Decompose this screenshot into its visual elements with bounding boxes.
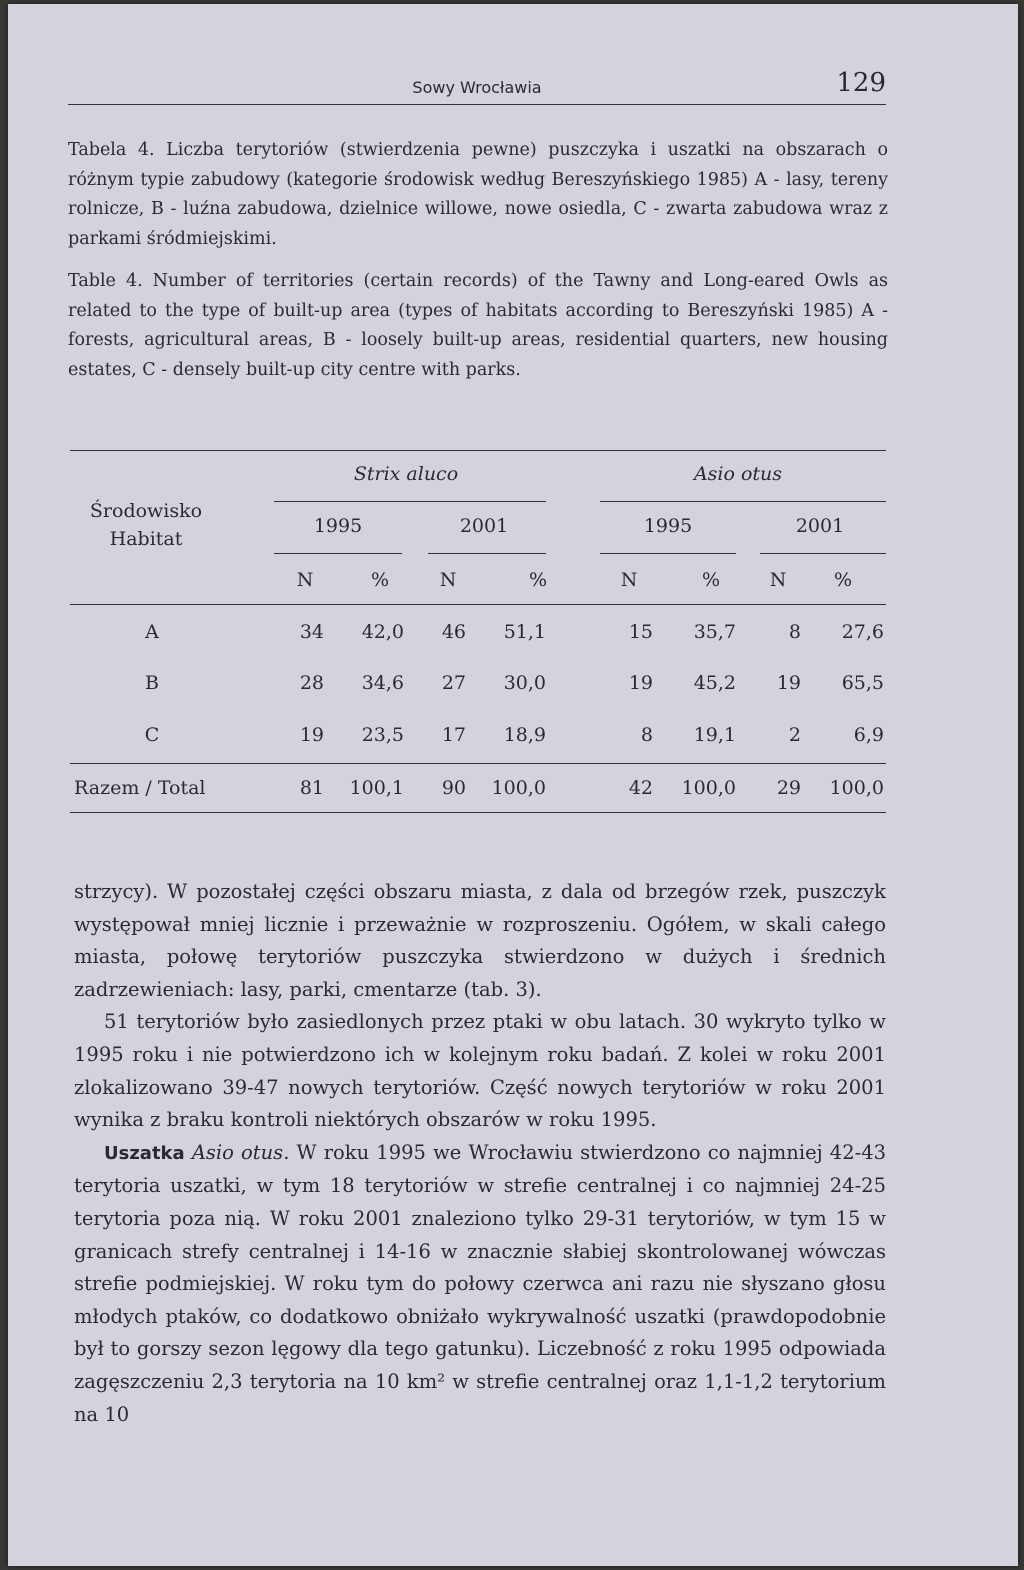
table-cell: 2 <box>788 724 801 746</box>
total-cell: 100,0 <box>681 777 736 799</box>
total-cell: 100,1 <box>349 777 404 799</box>
total-top-rule <box>70 763 886 764</box>
year-rule-2 <box>428 553 546 554</box>
subheader-percent: % <box>833 569 853 591</box>
table-cell: 34,6 <box>361 672 404 694</box>
table-cell: 17 <box>441 724 466 746</box>
subheader-n: N <box>769 569 787 591</box>
paragraph-1: strzycy). W pozostałej części obszaru miasta, z dala od brzegów rzek, puszczyk występował mniej licznie i przeważnie w rozproszeniu. Ogółem, w skali całego miasta, połowę terytoriów puszczyka stwierdzono w dużych i średnich zadrzewieniach: lasy, parki, cmentarze (tab. 3). <box>74 880 886 1001</box>
total-label: Razem / Total <box>74 777 206 799</box>
table-cell: 6,9 <box>853 724 884 746</box>
year-asio-1995: 1995 <box>643 515 693 537</box>
table-cell: 27 <box>441 672 466 694</box>
species-rule-asio <box>600 501 886 502</box>
page-number: 129 <box>836 68 886 98</box>
table-cell: 28 <box>299 672 324 694</box>
subheader-percent: % <box>701 569 721 591</box>
table-cell: 19 <box>776 672 801 694</box>
table-cell: 19 <box>628 672 653 694</box>
table-cell: 65,5 <box>841 672 884 694</box>
caption-en-text: Table 4. Number of territories (certain records) of the Tawny and Long-eared Owls as related to the type of built-up area (types of habitats according to Bereszyński 1985) A - forests, agricultural areas, B - loosely built-up areas, residential quarters, new housing estates, C - densely built-up city centre with parks. <box>68 271 888 380</box>
total-cell: 29 <box>776 777 801 799</box>
table-cell: 8 <box>788 621 801 643</box>
book-page <box>8 4 1018 1566</box>
year-rule-4 <box>760 553 886 554</box>
total-cell: 100,0 <box>829 777 884 799</box>
table-cell: 45,2 <box>693 672 736 694</box>
subheader-n: N <box>620 569 638 591</box>
table-cell: 30,0 <box>503 672 546 694</box>
species-heading: Uszatka <box>104 1142 185 1164</box>
table-cell: 23,5 <box>361 724 404 746</box>
total-cell: 100,0 <box>491 777 546 799</box>
species-strix-aluco: Strix aluco <box>353 463 459 485</box>
header-bottom-rule <box>70 604 886 605</box>
table-cell: 34 <box>299 621 324 643</box>
species-asio-otus: Asio otus <box>693 463 783 485</box>
table-cell: 46 <box>441 621 466 643</box>
year-rule-1 <box>274 553 402 554</box>
table-cell: 51,1 <box>503 621 546 643</box>
table-cell: 8 <box>640 724 653 746</box>
habitat-header-pl: Środowisko <box>89 500 203 522</box>
year-asio-2001: 2001 <box>795 515 845 537</box>
table-cell: 35,7 <box>693 621 736 643</box>
year-strix-2001: 2001 <box>459 515 509 537</box>
table-cell: 27,6 <box>841 621 884 643</box>
table-cell: 19 <box>299 724 324 746</box>
subheader-percent: % <box>370 569 390 591</box>
table-cell: 42,0 <box>361 621 404 643</box>
habitat-header-en: Habitat <box>109 528 183 550</box>
caption-pl-text: Tabela 4. Liczba terytoriów (stwierdzenia pewne) puszczyka i uszatki na obszarach o różnym typie zabudowy (kategorie środowisk według Bereszyńskiego 1985) A - lasy, tereny rolnicze, B - luźna zabudowa, dzielnice willowe, nowe osiedla, C - zwarta zabudowa wraz z parkami śródmiejskimi. <box>68 140 888 249</box>
species-rule-strix <box>274 501 546 502</box>
paragraph-2: 51 terytoriów było zasiedlonych przez ptaki w obu latach. 30 wykryto tylko w 1995 roku i nie potwierdzono ich w kolejnym roku badań. Z kolei w roku 2001 zlokalizowano 39-47 nowych terytoriów. Część nowych terytoriów w roku 2001 wynika z braku kontroli niektórych obszarów w roku 1995. <box>74 1010 886 1132</box>
table-cell: 19,1 <box>693 724 736 746</box>
paragraph-3 <box>74 1137 886 1431</box>
year-rule-3 <box>600 553 736 554</box>
habitat-label: A <box>145 621 159 643</box>
total-cell: 42 <box>628 777 653 799</box>
table-top-rule <box>70 450 886 451</box>
running-title: Sowy Wrocławia <box>412 78 542 97</box>
table-cell: 18,9 <box>503 724 546 746</box>
table-bottom-rule <box>70 812 886 813</box>
year-strix-1995: 1995 <box>313 515 363 537</box>
paragraph-3-text: W roku 1995 we Wrocławiu stwierdzono co najmniej 42-43 terytoria uszatki, w tym 18 terytoriów w strefie centralnej i co najmniej 24-25 terytoria poza nią. W roku 2001 znaleziono tylko 29-31 terytoriów, w tym 15 w granicach strefy centralnej i 14-16 w znacznie słabiej skontrolowanej wówczas strefie podmiejskiej. W roku tym do połowy czerwca ani razu nie słyszano głosu młodych ptaków, co dodatkowo obniżało wykrywalność uszatki (prawdopodobnie był to gorszy sezon lęgowy dla tego gatunku). Liczebność z roku 1995 odpowiada zagęszczeniu 2,3 terytoria na 10 km² w strefie centralnej oraz 1,1-1,2 terytorium na 10 <box>74 1140 887 1426</box>
data-table <box>8 4 1018 904</box>
subheader-percent: % <box>528 569 548 591</box>
habitat-label: C <box>144 724 160 746</box>
habitat-label: B <box>145 672 159 694</box>
body-text <box>74 876 886 1431</box>
species-latin-name: Asio otus. <box>191 1140 290 1164</box>
table-cell: 15 <box>628 621 653 643</box>
total-cell: 81 <box>299 777 324 799</box>
subheader-n: N <box>296 569 314 591</box>
total-cell: 90 <box>441 777 466 799</box>
subheader-n: N <box>439 569 457 591</box>
